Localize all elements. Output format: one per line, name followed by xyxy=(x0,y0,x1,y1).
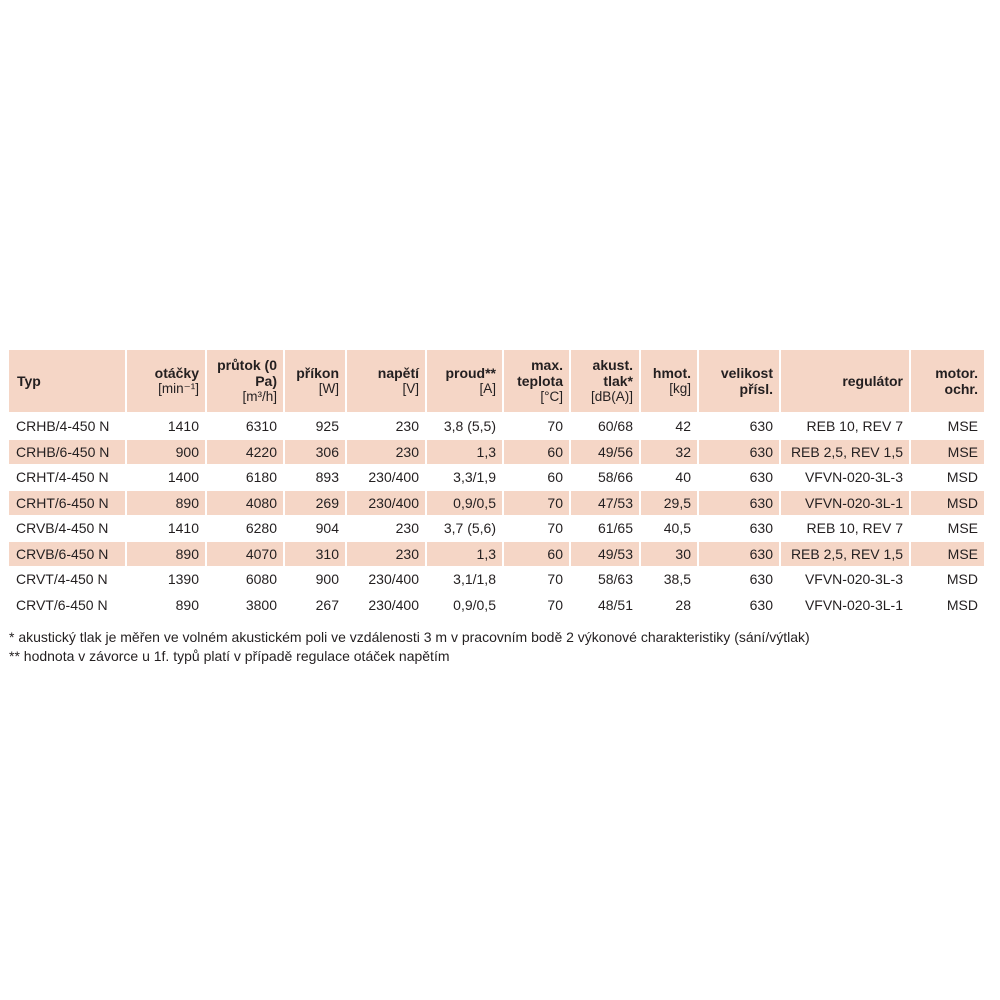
cell-akust-tlak: 60/68 xyxy=(571,414,641,440)
cell-napeti: 230/400 xyxy=(347,593,427,619)
cell-otacky: 1410 xyxy=(127,516,207,542)
footnotes xyxy=(9,628,984,666)
table-row xyxy=(9,491,984,517)
cell-teplota: 70 xyxy=(504,491,571,517)
cell-typ: CRHT/4-450 N xyxy=(9,465,127,491)
cell-akust-tlak: 58/63 xyxy=(571,567,641,593)
cell-akust-tlak: 47/53 xyxy=(571,491,641,517)
cell-prikon: 900 xyxy=(285,567,347,593)
cell-typ: CRVT/6-450 N xyxy=(9,593,127,619)
header-otacky: otáčky [min⁻¹] xyxy=(127,350,207,414)
cell-regulator: VFVN-020-3L-3 xyxy=(781,567,911,593)
header-napeti: napětí [V] xyxy=(347,350,427,414)
cell-proud: 1,3 xyxy=(427,542,504,568)
cell-prutok: 4080 xyxy=(207,491,285,517)
cell-regulator: REB 2,5, REV 1,5 xyxy=(781,542,911,568)
cell-hmot: 40,5 xyxy=(641,516,699,542)
cell-proud: 0,9/0,5 xyxy=(427,593,504,619)
table-header-row xyxy=(9,350,984,414)
cell-motor-ochr: MSD xyxy=(911,491,984,517)
cell-prikon: 306 xyxy=(285,440,347,466)
footnote-current: ** hodnota v závorce u 1f. typů platí v případě regulace otáček napětím xyxy=(9,648,450,664)
cell-proud: 1,3 xyxy=(427,440,504,466)
cell-prikon: 904 xyxy=(285,516,347,542)
table-row xyxy=(9,542,984,568)
cell-regulator: REB 10, REV 7 xyxy=(781,516,911,542)
cell-typ: CRVB/6-450 N xyxy=(9,542,127,568)
cell-velikost: 630 xyxy=(699,593,781,619)
cell-prutok: 4070 xyxy=(207,542,285,568)
cell-regulator: VFVN-020-3L-1 xyxy=(781,593,911,619)
header-velikost: velikost přísl. xyxy=(699,350,781,414)
cell-teplota: 70 xyxy=(504,414,571,440)
cell-otacky: 890 xyxy=(127,491,207,517)
header-hmot: hmot. [kg] xyxy=(641,350,699,414)
cell-napeti: 230/400 xyxy=(347,567,427,593)
cell-motor-ochr: MSD xyxy=(911,593,984,619)
cell-napeti: 230/400 xyxy=(347,491,427,517)
cell-otacky: 900 xyxy=(127,440,207,466)
footnote-acoustic: * akustický tlak je měřen ve volném akustickém poli ve vzdálenosti 3 m v pracovním bodě 2 výkonové charakteristiky (sání/výtlak) xyxy=(9,629,810,645)
cell-hmot: 28 xyxy=(641,593,699,619)
cell-hmot: 32 xyxy=(641,440,699,466)
header-prutok: průtok (0 Pa) [m³/h] xyxy=(207,350,285,414)
cell-prutok: 6180 xyxy=(207,465,285,491)
cell-otacky: 890 xyxy=(127,542,207,568)
cell-napeti: 230 xyxy=(347,542,427,568)
cell-teplota: 70 xyxy=(504,567,571,593)
cell-proud: 3,1/1,8 xyxy=(427,567,504,593)
cell-prutok: 6080 xyxy=(207,567,285,593)
cell-velikost: 630 xyxy=(699,567,781,593)
spec-table-container xyxy=(9,350,984,666)
cell-hmot: 42 xyxy=(641,414,699,440)
cell-velikost: 630 xyxy=(699,440,781,466)
cell-prutok: 6310 xyxy=(207,414,285,440)
cell-typ: CRVT/4-450 N xyxy=(9,567,127,593)
cell-akust-tlak: 61/65 xyxy=(571,516,641,542)
cell-proud: 0,9/0,5 xyxy=(427,491,504,517)
cell-teplota: 60 xyxy=(504,542,571,568)
table-body xyxy=(9,414,984,618)
table-row xyxy=(9,516,984,542)
cell-regulator: VFVN-020-3L-3 xyxy=(781,465,911,491)
header-proud: proud** [A] xyxy=(427,350,504,414)
cell-prutok: 4220 xyxy=(207,440,285,466)
cell-akust-tlak: 49/56 xyxy=(571,440,641,466)
header-teplota: max. teplota [°C] xyxy=(504,350,571,414)
cell-akust-tlak: 58/66 xyxy=(571,465,641,491)
cell-napeti: 230/400 xyxy=(347,465,427,491)
table-row xyxy=(9,414,984,440)
cell-otacky: 1390 xyxy=(127,567,207,593)
cell-napeti: 230 xyxy=(347,414,427,440)
header-akust-tlak: akust. tlak* [dB(A)] xyxy=(571,350,641,414)
cell-motor-ochr: MSE xyxy=(911,414,984,440)
cell-hmot: 38,5 xyxy=(641,567,699,593)
spec-table xyxy=(9,350,984,618)
cell-regulator: VFVN-020-3L-1 xyxy=(781,491,911,517)
header-motor-ochr: motor. ochr. xyxy=(911,350,984,414)
cell-teplota: 60 xyxy=(504,465,571,491)
cell-motor-ochr: MSE xyxy=(911,542,984,568)
cell-prikon: 925 xyxy=(285,414,347,440)
cell-prikon: 267 xyxy=(285,593,347,619)
cell-napeti: 230 xyxy=(347,516,427,542)
table-row xyxy=(9,593,984,619)
cell-velikost: 630 xyxy=(699,542,781,568)
cell-otacky: 890 xyxy=(127,593,207,619)
cell-typ: CRHT/6-450 N xyxy=(9,491,127,517)
cell-typ: CRHB/6-450 N xyxy=(9,440,127,466)
cell-typ: CRHB/4-450 N xyxy=(9,414,127,440)
header-typ: Typ xyxy=(9,350,127,414)
cell-motor-ochr: MSD xyxy=(911,465,984,491)
cell-regulator: REB 10, REV 7 xyxy=(781,414,911,440)
cell-typ: CRVB/4-450 N xyxy=(9,516,127,542)
table-row xyxy=(9,567,984,593)
header-prikon: příkon [W] xyxy=(285,350,347,414)
cell-akust-tlak: 48/51 xyxy=(571,593,641,619)
cell-hmot: 40 xyxy=(641,465,699,491)
cell-prikon: 310 xyxy=(285,542,347,568)
cell-prikon: 269 xyxy=(285,491,347,517)
cell-proud: 3,8 (5,5) xyxy=(427,414,504,440)
cell-velikost: 630 xyxy=(699,414,781,440)
cell-motor-ochr: MSD xyxy=(911,567,984,593)
cell-napeti: 230 xyxy=(347,440,427,466)
table-row xyxy=(9,465,984,491)
cell-proud: 3,3/1,9 xyxy=(427,465,504,491)
cell-akust-tlak: 49/53 xyxy=(571,542,641,568)
cell-otacky: 1400 xyxy=(127,465,207,491)
cell-motor-ochr: MSE xyxy=(911,516,984,542)
cell-velikost: 630 xyxy=(699,491,781,517)
cell-motor-ochr: MSE xyxy=(911,440,984,466)
cell-prutok: 3800 xyxy=(207,593,285,619)
cell-velikost: 630 xyxy=(699,516,781,542)
cell-regulator: REB 2,5, REV 1,5 xyxy=(781,440,911,466)
header-regulator: regulátor xyxy=(781,350,911,414)
table-row xyxy=(9,440,984,466)
cell-prutok: 6280 xyxy=(207,516,285,542)
cell-teplota: 60 xyxy=(504,440,571,466)
cell-velikost: 630 xyxy=(699,465,781,491)
cell-teplota: 70 xyxy=(504,593,571,619)
cell-prikon: 893 xyxy=(285,465,347,491)
cell-hmot: 29,5 xyxy=(641,491,699,517)
cell-hmot: 30 xyxy=(641,542,699,568)
cell-proud: 3,7 (5,6) xyxy=(427,516,504,542)
cell-otacky: 1410 xyxy=(127,414,207,440)
cell-teplota: 70 xyxy=(504,516,571,542)
